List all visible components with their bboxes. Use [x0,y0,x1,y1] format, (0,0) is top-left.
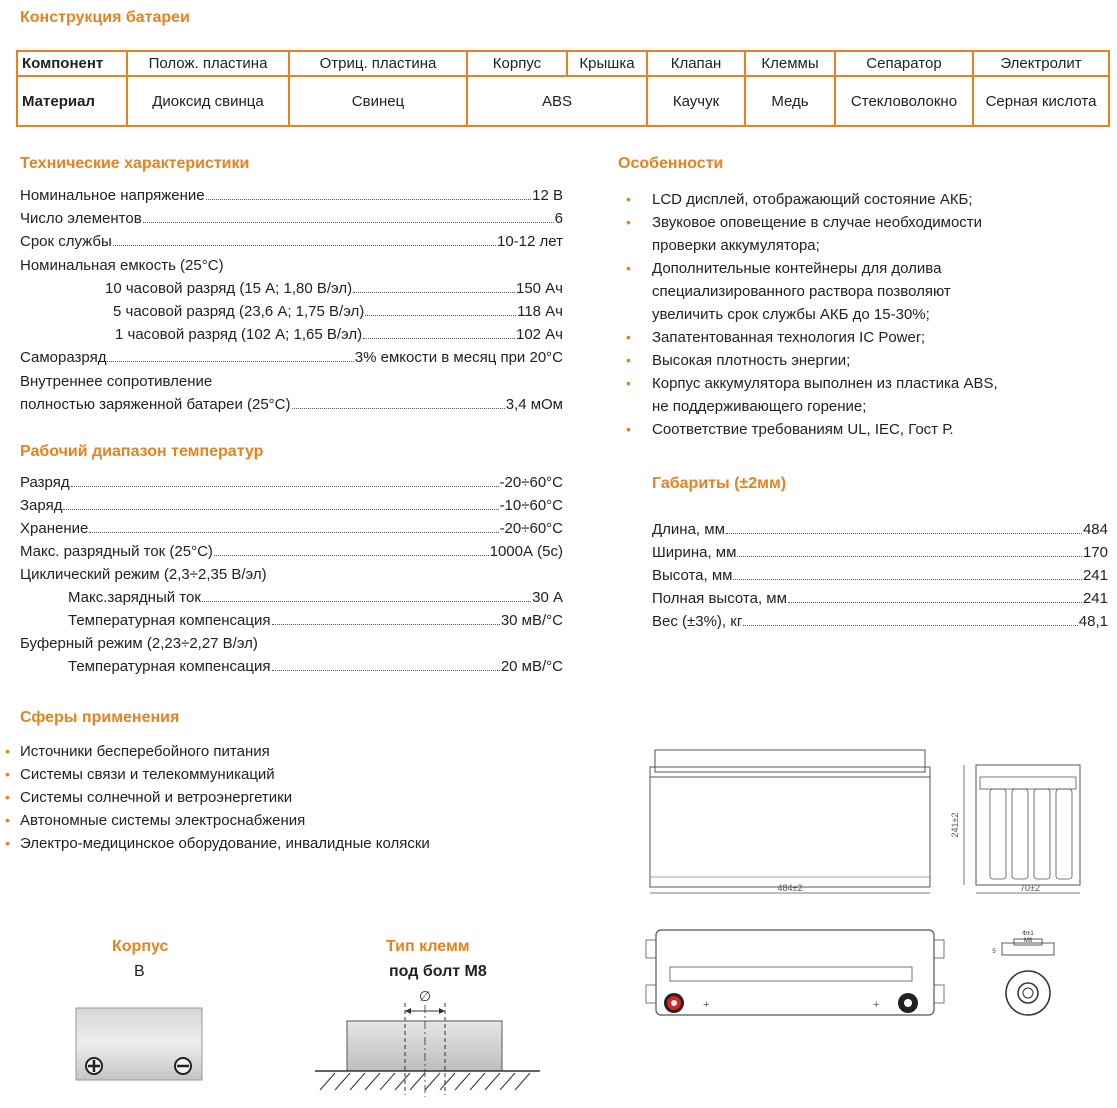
spec-row: Полная высота, мм 241 [652,590,1108,607]
buffer-title: Буферный режим (2,23÷2,27 В/эл) [20,635,258,652]
tech-title: Технические характеристики [20,155,250,172]
table-cell: Каучук [647,76,745,126]
resist-title: Внутреннее сопротивление [20,373,213,390]
table-cell: Крышка [567,51,647,76]
table-cell: Свинец [289,76,467,126]
height-label: 241±2 [950,812,960,838]
spec-row: Саморазряд 3% емкости в месяц при 20°С [20,349,563,366]
five-label: 5 [992,949,996,955]
list-item: • Корпус аккумулятора выполнен из пластика ABS, не поддерживающего горение; [626,375,998,415]
applications-title: Сферы применения [20,709,180,726]
phi-label: Φ±1 [1022,931,1034,937]
spec-row: полностью заряженной батареи (25°С) 3,4 мОм [20,396,563,413]
spec-row: Макс. разрядный ток (25°С) 1000А (5с) [20,543,563,560]
spec-row: 10 часовой разряд (15 А; 1,80 В/эл) 150 Ач [105,280,563,297]
spec-row: Температурная компенсация 20 мВ/°С [68,658,563,675]
dimensions-title: Габариты (±2мм) [652,475,787,492]
list-item: • Дополнительные контейнеры для долива специализированного раствора позволяют увеличить срок службы АКБ до 15-30%; [626,260,951,323]
table-cell: Отриц. пластина [289,51,467,76]
cyclic-title: Циклический режим (2,3÷2,35 В/эл) [20,566,267,583]
spec-row: Число элементов 6 [20,210,563,227]
spec-row: 5 часовой разряд (23,6 А; 1,75 В/эл) 118 Ач [113,303,563,320]
table-cell: Сепаратор [835,51,973,76]
spec-row: Высота, мм 241 [652,567,1108,584]
spec-row: Ширина, мм 170 [652,544,1108,561]
table-cell: Медь [745,76,835,126]
svg-text:+: + [873,999,880,1011]
list-item: • Высокая плотность энергии; [626,352,851,369]
case-title: Корпус [112,938,169,955]
spec-row: Номинальное напряжение 12 В [20,187,563,204]
table-cell: Клапан [647,51,745,76]
table-cell: Полож. пластина [127,51,289,76]
len-label: 484±2 [777,883,803,893]
terminal-value: под болт М8 [389,963,487,980]
construction-table [16,50,1110,127]
table-cell: Диоксид свинца [127,76,289,126]
list-item: • Соответствие требованиям UL, IEC, Гост Р. [626,421,954,438]
case-drawing [70,1000,210,1085]
battery-drawing-side [640,745,1110,905]
construction-title: Конструкция батареи [20,9,190,26]
spec-row: Разряд -20÷60°С [20,474,563,491]
features-title: Особенности [618,155,724,172]
list-item: • Запатентованная технология IC Power; [626,329,926,346]
list-item: • Системы связи и телекоммуникаций [5,766,275,783]
table-cell: Клеммы [745,51,835,76]
spec-row: Вес (±3%), кг 48,1 [652,613,1108,630]
table-cell: Корпус [467,51,567,76]
diameter-symbol: ∅ [418,988,432,1004]
spec-row: Длина, мм 484 [652,521,1108,538]
list-item: • Источники бесперебойного питания [5,743,270,760]
spec-row: Температурная компенсация 30 мВ/°С [68,612,563,629]
spec-row: Срок службы 10-12 лет [20,233,563,250]
battery-drawing-top [640,925,1110,1025]
table-cell: Серная кислота [973,76,1109,126]
temps-title: Рабочий диапазон температур [20,443,264,460]
table-header-component: Компонент [17,51,127,76]
case-value: B [134,963,145,980]
terminal-drawing [315,985,540,1100]
list-item: • Автономные системы электроснабжения [5,812,306,829]
list-item: • Электро-медицинское оборудование, инвалидные коляски [5,835,430,852]
capacity-title: Номинальная емкость (25°С) [20,257,224,274]
terminal-title: Тип клемм [386,938,470,955]
list-item: • LCD дисплей, отображающий состояние АКБ; [626,191,973,208]
spec-row: Заряд -10÷60°С [20,497,563,514]
table-cell: Стекловолокно [835,76,973,126]
table-header-material: Материал [17,76,127,126]
width-label: 70±2 [1020,883,1040,893]
table-cell: ABS [467,76,647,126]
list-item: • Звуковое оповещение в случае необходимости проверки аккумулятора; [626,214,983,254]
m8-label: M8 [1023,938,1033,944]
spec-row: 1 часовой разряд (102 А; 1,65 В/эл) 102 Ач [115,326,563,343]
list-item: • Системы солнечной и ветроэнергетики [5,789,293,806]
svg-text:+: + [703,999,710,1011]
spec-row: Хранение -20÷60°С [20,520,563,537]
spec-row: Макс.зарядный ток 30 А [68,589,563,606]
table-cell: Электролит [973,51,1109,76]
